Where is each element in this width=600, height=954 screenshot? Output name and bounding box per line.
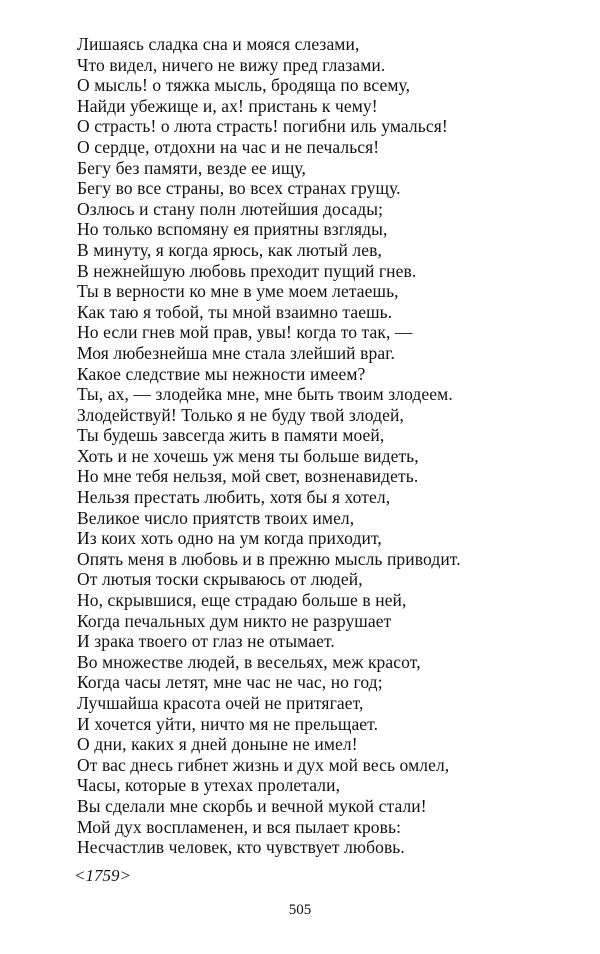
poem-line-16: Моя любезнейша мне стала злейший враг. [77, 342, 395, 363]
poem-line-38: Вы сделали мне скорбь и вечной мукой стали! [77, 795, 427, 816]
poem-line-4: Найди убежище и, ах! пристань к чему! [77, 95, 378, 116]
poem-line-15: Но если гнев мой прав, увы! когда то так, — [77, 322, 413, 343]
poem-line-2: Что видел, ничего не вижу пред глазами. [77, 54, 386, 75]
poem-line-30: И зрака твоего от глаз не отымает. [77, 631, 335, 652]
poem-line-29: Когда печальных дум никто не разрушает [77, 610, 392, 631]
poem-line-23: Нельзя престать любить, хотя бы я хотел, [77, 487, 391, 508]
poem-line-13: Ты в верности ко мне в уме моем летаешь, [77, 281, 399, 302]
poem-line-9: Озлюсь и стану полн лютейшия досады; [77, 198, 384, 219]
poem-line-20: Ты будешь завсегда жить в памяти моей, [77, 425, 385, 446]
poem-line-18: Ты, ах, — злодейка мне, мне быть твоим злодеем. [77, 384, 453, 405]
poem-line-7: Бегу без памяти, везде ее ищу, [77, 157, 306, 178]
poem-line-19: Злодействуй! Только я не буду твой злодей, [77, 404, 404, 425]
page-number: 505 [288, 902, 312, 918]
poem-line-35: О дни, каких я дней доныне не имел! [77, 734, 358, 755]
poem-line-32: Когда часы летят, мне час не час, но год; [77, 672, 383, 693]
poem-line-8: Бегу во все страны, во всех странах грущу. [77, 178, 401, 199]
poem-line-1: Лишаясь сладка сна и мояся слезами, [77, 34, 360, 54]
poem-line-14: Как таю я тобой, ты мной взаимно таешь. [77, 301, 393, 322]
poem-line-37: Часы, которые в утехах пролетали, [77, 775, 341, 796]
poem-date: <1759> [74, 866, 131, 885]
poem-line-21: Хоть и не хочешь уж меня ты больше видеть, [77, 445, 419, 466]
poem-line-10: Но только вспомяну ея приятны взгляды, [77, 219, 388, 240]
poem-line-5: О страсть! о люта страсть! погибни иль умалься! [77, 116, 448, 137]
poem-line-3: О мысль! о тяжка мысль, бродяща по всему, [77, 75, 411, 96]
poem-line-31: Во множестве людей, в весельях, меж красот, [77, 651, 421, 672]
poem-line-40: Несчастлив человек, кто чувствует любовь. [77, 837, 405, 858]
poem-line-24: Великое число приятств твоих имел, [77, 507, 355, 528]
poem-line-11: В минуту, я когда ярюсь, как лютый лев, [77, 239, 382, 260]
poem-line-25: Из коих хоть одно на ум когда приходит, [77, 528, 382, 549]
poem-line-34: И хочется уйти, ничто мя не прельщает. [77, 713, 379, 734]
poem-line-33: Лучшайша красота очей не притягает, [77, 693, 364, 713]
poem-line-28: Но, скрывшися, еще страдаю больше в ней, [77, 590, 407, 611]
poem-line-39: Мой дух воспламенен, и вся пылает кровь: [77, 816, 402, 837]
poem-line-26: Опять меня в любовь и в прежню мысль приводит. [77, 548, 461, 569]
poem-line-36: От вас днесь гибнет жизнь и дух мой весь омлел, [77, 754, 450, 775]
poem-text [77, 34, 547, 858]
poem-line-27: От лютыя тоски скрываюсь от людей, [77, 569, 363, 590]
poem-line-22: Но мне тебя нельзя, мой свет, возненавидеть. [77, 466, 419, 487]
poem-line-12: В нежнейшую любовь преходит пущий гнев. [77, 260, 417, 281]
poem-line-17: Какое следствие мы нежности имеем? [77, 363, 366, 384]
poem-line-6: О сердце, отдохни на час и не печалься! [77, 136, 380, 157]
